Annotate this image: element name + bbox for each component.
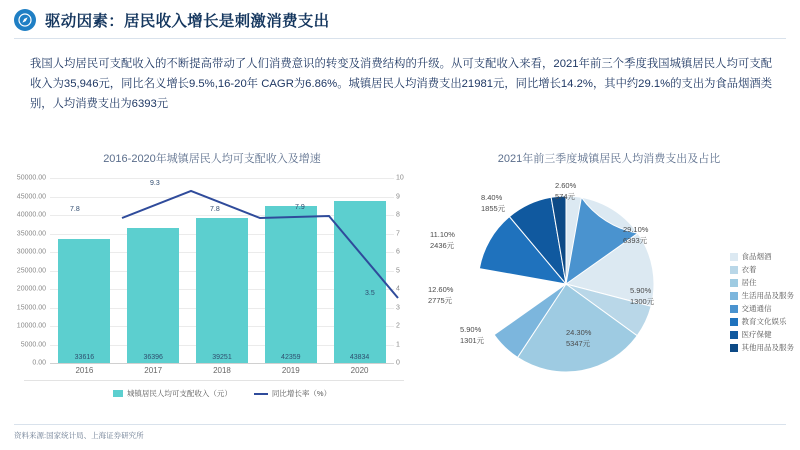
body-paragraph: 我国人均居民可支配收入的不断提高带动了人们消费意识的转变及消费结构的升级。从可支配收入来看，2021年前三个季度我国城镇居民人均可支配收入为35,946元，同比名义增长9.5%,16-20年 CAGR为6.86%。城镇居民人均消费支出21981元，同比增长14.2%，其中约29.1%的支出为食品烟酒类别，人均消费支出为6393元 [30, 58, 772, 110]
bar-value-label: 39251 [212, 354, 232, 361]
legend-label: 生活用品及服务 [741, 291, 794, 300]
x-axis [50, 366, 394, 375]
charts-area [0, 150, 800, 420]
x-tick: 2018 [213, 366, 231, 375]
legend-swatch-icon [730, 344, 738, 352]
bar-value-label: 33616 [74, 354, 95, 361]
x-tick: 2020 [350, 366, 369, 375]
legend-swatch-icon [730, 266, 738, 274]
legend-label: 医疗保健 [741, 330, 772, 339]
legend-item [730, 302, 795, 315]
legend-item [730, 289, 795, 302]
legend-label: 城镇居民人均可支配收入（元） [126, 389, 232, 398]
legend-item-growth [254, 388, 331, 399]
legend-swatch-icon [730, 253, 738, 261]
header-divider [14, 38, 786, 39]
pie-label-medical: 8.40% 1855元 [481, 193, 506, 213]
x-tick: 2019 [281, 366, 300, 375]
compass-icon [14, 9, 36, 31]
bar-chart-plot [12, 174, 412, 378]
legend-label: 同比增长率（%） [271, 389, 332, 398]
legend-label: 其他用品及服务 [741, 343, 794, 352]
line-value-label: 3.5 [365, 290, 375, 297]
pie-label-transport: 12.60% 2775元 [428, 285, 454, 305]
legend-swatch-icon [730, 318, 738, 326]
legend-swatch-icon [730, 292, 738, 300]
y-axis-right: 10 9 8 7 6 5 4 3 2 1 0 [396, 174, 404, 367]
legend-item [730, 263, 795, 276]
legend-label: 居住 [741, 278, 757, 287]
pie-chart-plot [418, 172, 800, 410]
legend-item [730, 341, 795, 354]
footer-divider [14, 424, 786, 425]
source-note: 资料来源:国家统计局、上海证券研究所 [14, 431, 144, 440]
line-series [88, 174, 432, 367]
line-value-label: 7.8 [210, 206, 220, 213]
legend-item [730, 250, 795, 263]
legend-swatch-icon [113, 390, 123, 397]
page-title: 驱动因素：居民收入增长是刺激消费支出 [45, 13, 330, 30]
legend-item [730, 276, 795, 289]
legend-swatch-icon [730, 279, 738, 287]
bar-value-label: 36396 [143, 354, 163, 361]
pie-label-other: 2.60% 574元 [555, 181, 577, 201]
line-value-label: 7.9 [295, 204, 305, 211]
plot-grid [50, 178, 394, 364]
legend-swatch-icon [254, 393, 268, 395]
legend-swatch-icon [730, 305, 738, 313]
legend-item [730, 315, 795, 328]
legend-item-income [113, 388, 232, 399]
legend-swatch-icon [730, 331, 738, 339]
line-value-label: 9.3 [150, 180, 160, 187]
bar-value-label: 42359 [281, 354, 301, 361]
pie-label-food: 29.10% 6393元 [623, 225, 649, 245]
x-tick: 2017 [144, 366, 163, 375]
header [0, 0, 800, 40]
pie-label-education: 11.10% 2436元 [430, 230, 455, 250]
pie-label-housing: 24.30% 5347元 [566, 328, 592, 348]
line-value-label: 7.8 [70, 206, 80, 213]
legend-item [730, 328, 795, 341]
legend-label: 教育文化娱乐 [741, 317, 787, 326]
legend-label: 交通通信 [741, 304, 772, 313]
x-tick: 2016 [75, 366, 94, 375]
pie-chart [418, 150, 800, 416]
bar-chart-legend [50, 388, 394, 399]
legend-label: 衣着 [741, 265, 757, 274]
y-axis-left: 50000.00 45000.00 40000.00 35000.00 30000.00 25000.00 20000.00 15000.00 10000.00 5000.00 0.00 [16, 174, 46, 367]
legend-divider [24, 380, 404, 381]
pie-chart-title: 2021年前三季度城镇居民人均消费支出及占比 [497, 153, 721, 165]
bar-chart-title: 2016-2020年城镇居民人均可支配收入及增速 [103, 153, 321, 165]
bar-chart [12, 150, 412, 416]
bar-value-label: 43834 [349, 354, 370, 361]
legend-label: 食品烟酒 [741, 252, 772, 261]
pie-chart-legend [730, 250, 795, 354]
pie-label-clothing: 5.90% 1300元 [630, 286, 655, 306]
pie-label-household: 5.90% 1301元 [460, 325, 485, 345]
